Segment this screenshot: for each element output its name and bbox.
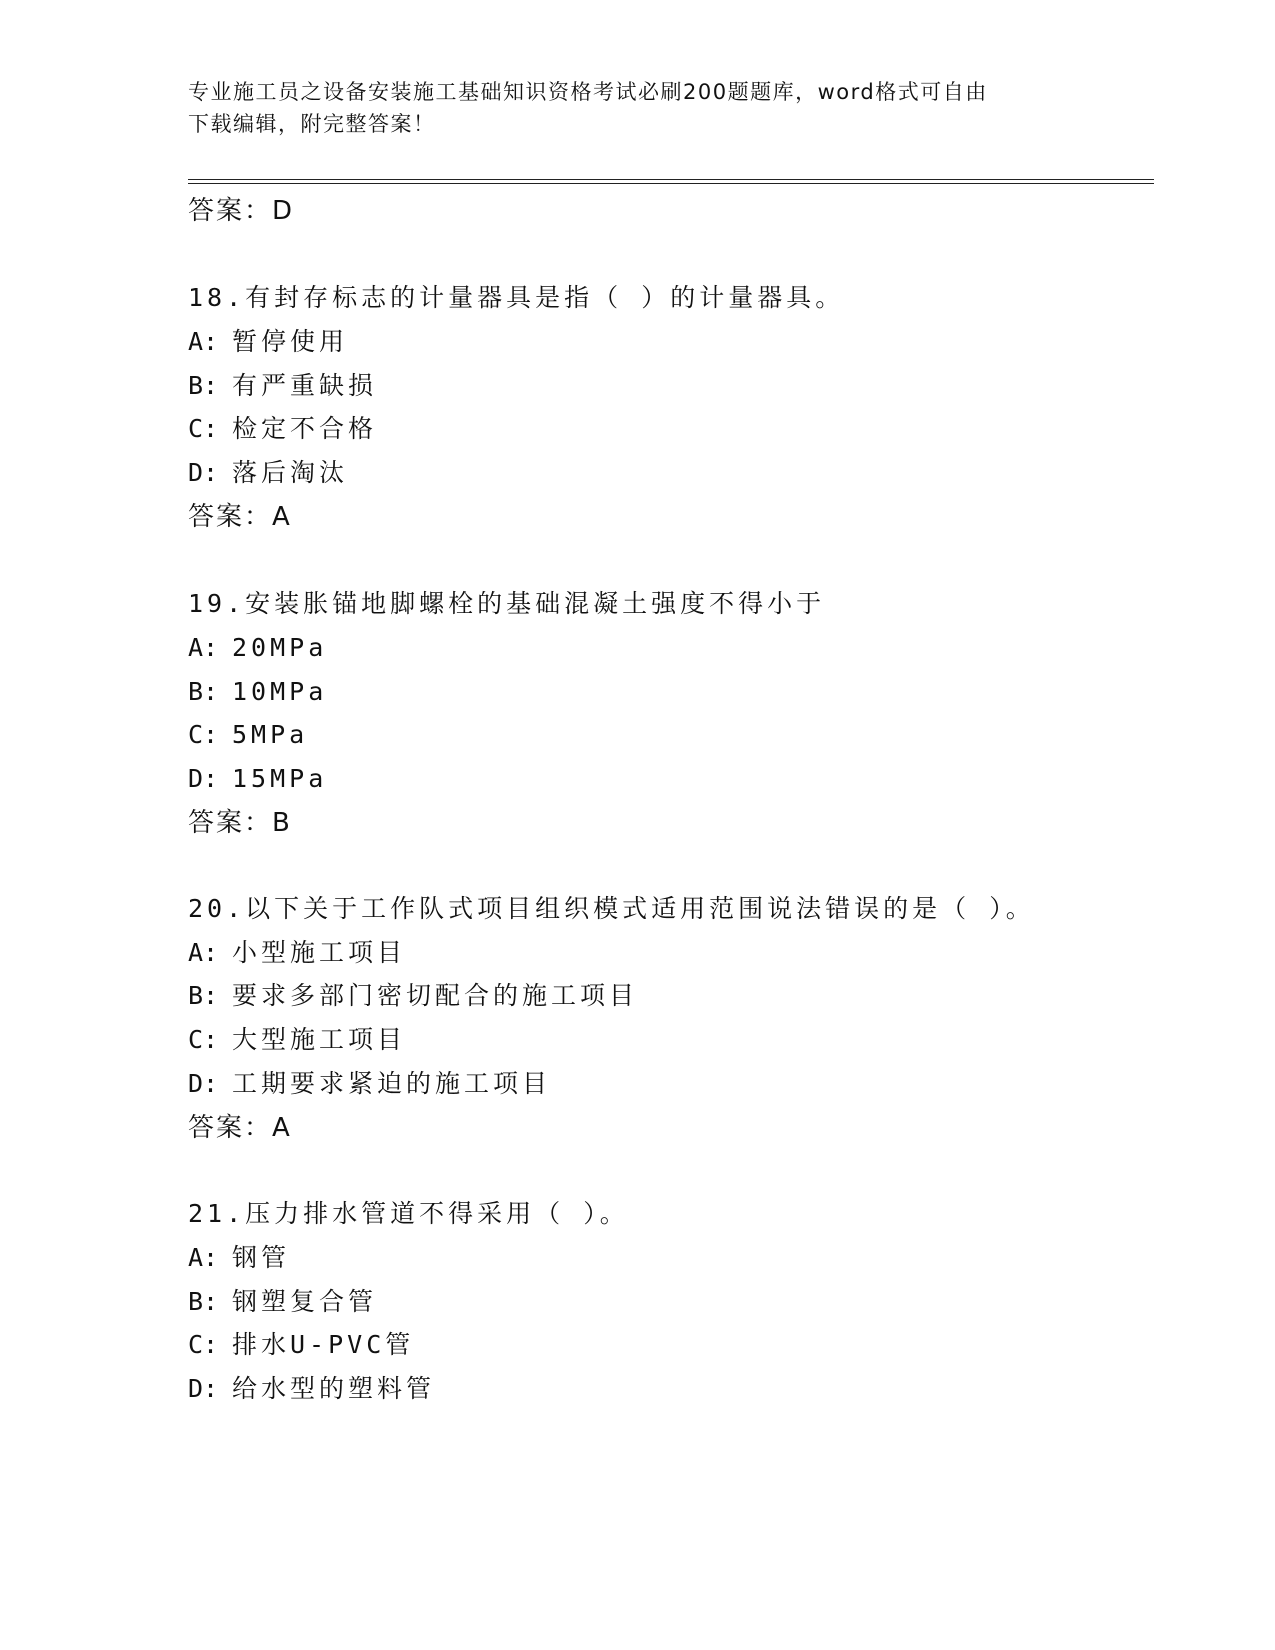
option-text: 有严重缺损 (232, 371, 378, 400)
option-text: 要求多部门密切配合的施工项目 (232, 981, 639, 1010)
option-d (188, 1374, 435, 1404)
option-text: 20MPa (232, 633, 328, 662)
option-text: 给水型的塑料管 (232, 1374, 436, 1403)
option-key: C: (188, 414, 219, 443)
option-text: 工期要求紧迫的施工项目 (232, 1069, 552, 1098)
answer: 答案：B (188, 808, 292, 838)
option-key: D: (188, 1374, 219, 1403)
option-d (188, 458, 348, 488)
answer: 答案：A (188, 1113, 292, 1143)
option-b (188, 1287, 377, 1317)
option-text: 钢管 (232, 1243, 291, 1272)
option-key: A: (188, 633, 219, 662)
header-line-2: 下载编辑，附完整答案！ (188, 112, 436, 136)
question-stem: 19.安装胀锚地脚螺栓的基础混凝土强度不得小于 (188, 589, 826, 618)
option-key: A: (188, 938, 219, 967)
option-key: A: (188, 327, 219, 356)
option-text: 5MPa (232, 720, 309, 749)
option-key: B: (188, 371, 219, 400)
option-c (188, 1330, 414, 1360)
option-text: 钢塑复合管 (232, 1287, 378, 1316)
answer: 答案：A (188, 502, 292, 532)
option-b (188, 371, 377, 401)
option-c (188, 414, 377, 444)
question-stem: 20.以下关于工作队式项目组织模式适用范围说法错误的是（ ）。 (188, 894, 1035, 923)
option-key: C: (188, 720, 219, 749)
option-key: B: (188, 1287, 219, 1316)
previous-answer: 答案：D (188, 196, 295, 226)
header-rule-top (188, 179, 1154, 180)
option-c (188, 720, 308, 750)
header-rule-bottom (188, 183, 1154, 184)
option-b (188, 981, 638, 1011)
option-key: A: (188, 1243, 219, 1272)
question-stem: 18.有封存标志的计量器具是指（ ）的计量器具。 (188, 283, 845, 312)
option-a (188, 938, 406, 968)
option-key: C: (188, 1330, 219, 1359)
option-key: D: (188, 458, 219, 487)
option-text: 检定不合格 (232, 414, 378, 443)
question-stem: 21.压力排水管道不得采用（ ）。 (188, 1199, 629, 1228)
option-key: D: (188, 764, 219, 793)
option-key: B: (188, 677, 219, 706)
option-key: B: (188, 981, 219, 1010)
option-c (188, 1025, 406, 1055)
option-text: 暂停使用 (232, 327, 349, 356)
option-d (188, 1069, 551, 1099)
option-key: C: (188, 1025, 219, 1054)
option-text: 10MPa (232, 677, 328, 706)
document-header (188, 76, 1088, 140)
option-d (188, 764, 327, 794)
option-text: 15MPa (232, 764, 328, 793)
option-key: D: (188, 1069, 219, 1098)
option-a (188, 633, 327, 663)
option-text: 小型施工项目 (232, 938, 407, 967)
option-text: 落后淘汰 (232, 458, 349, 487)
header-line-1: 专业施工员之设备安装施工基础知识资格考试必刷200题题库，word格式可自由 (188, 80, 988, 104)
option-a (188, 327, 348, 357)
option-text: 排水U-PVC管 (232, 1330, 415, 1359)
option-a (188, 1243, 290, 1273)
option-text: 大型施工项目 (232, 1025, 407, 1054)
option-b (188, 677, 327, 707)
